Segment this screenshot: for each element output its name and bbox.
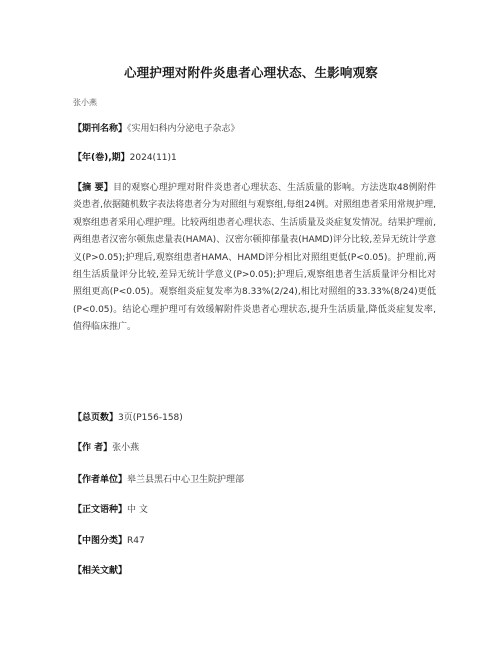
field-pages bbox=[73, 410, 436, 427]
field-value: 2024(11)1 bbox=[129, 153, 177, 163]
abstract-text: 目的观察心理护理对附件炎患者心理状态、生活质量的影响。方法选取48例附件炎患者,依据随机数字表法将患者分为对照组与观察组,每组24例。对照组患者采用常规护理,观察组患者采用心理护理。比较两组患者心理状态、生活质量及炎症复发情况。结果护理前,两组患者汉密尔顿焦虑量表(HAMA)、汉密尔顿抑郁量表(HAMD)评分比较,差异无统计学意义(P>0.05);护理后,观察组患者HAMA、HAMD评分相比对照组更低(P<0.05)。护理前,两组生活质量评分比较,差异无统计学意义(P>0.05);护理后,观察组患者生活质量评分相比对照组更高(P<0.05)。观察组炎症复发率为8.33%(2/24),相比对照组的33.33%(8/24)更低(P<0.05)。结论心理护理可有效缓解附件炎患者心理状态,提升生活质量,降低炎症复发率,值得临床推广。 bbox=[73, 183, 436, 333]
field-value: 《实用妇科内分泌电子杂志》 bbox=[127, 124, 240, 134]
field-value: 3页(P156-158) bbox=[118, 413, 183, 423]
field-related bbox=[73, 563, 436, 580]
field-abstract bbox=[73, 180, 436, 337]
author-byline: 张小燕 bbox=[73, 98, 97, 107]
field-label: 【年(卷),期】 bbox=[73, 153, 130, 163]
field-label: 【中图分类】 bbox=[73, 536, 128, 546]
field-label: 【正文语种】 bbox=[73, 505, 128, 515]
field-author bbox=[73, 440, 436, 457]
field-clc bbox=[73, 533, 436, 550]
field-value: 中 文 bbox=[127, 505, 148, 515]
field-label: 【作者单位】 bbox=[73, 475, 128, 485]
field-language bbox=[73, 502, 436, 519]
field-journal bbox=[73, 121, 436, 138]
field-value: 皋兰县黑石中心卫生院护理部 bbox=[127, 475, 245, 485]
field-affiliation bbox=[73, 472, 436, 489]
field-label: 【作 者】 bbox=[73, 443, 113, 453]
field-label: 【总页数】 bbox=[73, 413, 119, 423]
field-label: 【摘 要】 bbox=[73, 183, 113, 193]
field-label: 【期刊名称】 bbox=[73, 124, 128, 134]
field-label: 【相关文献】 bbox=[73, 566, 128, 576]
field-value: R47 bbox=[127, 536, 145, 546]
article-title: 心理护理对附件炎患者心理状态、生影响观察 bbox=[123, 65, 378, 80]
field-value: 张小燕 bbox=[112, 443, 140, 453]
field-year-issue bbox=[73, 150, 436, 167]
